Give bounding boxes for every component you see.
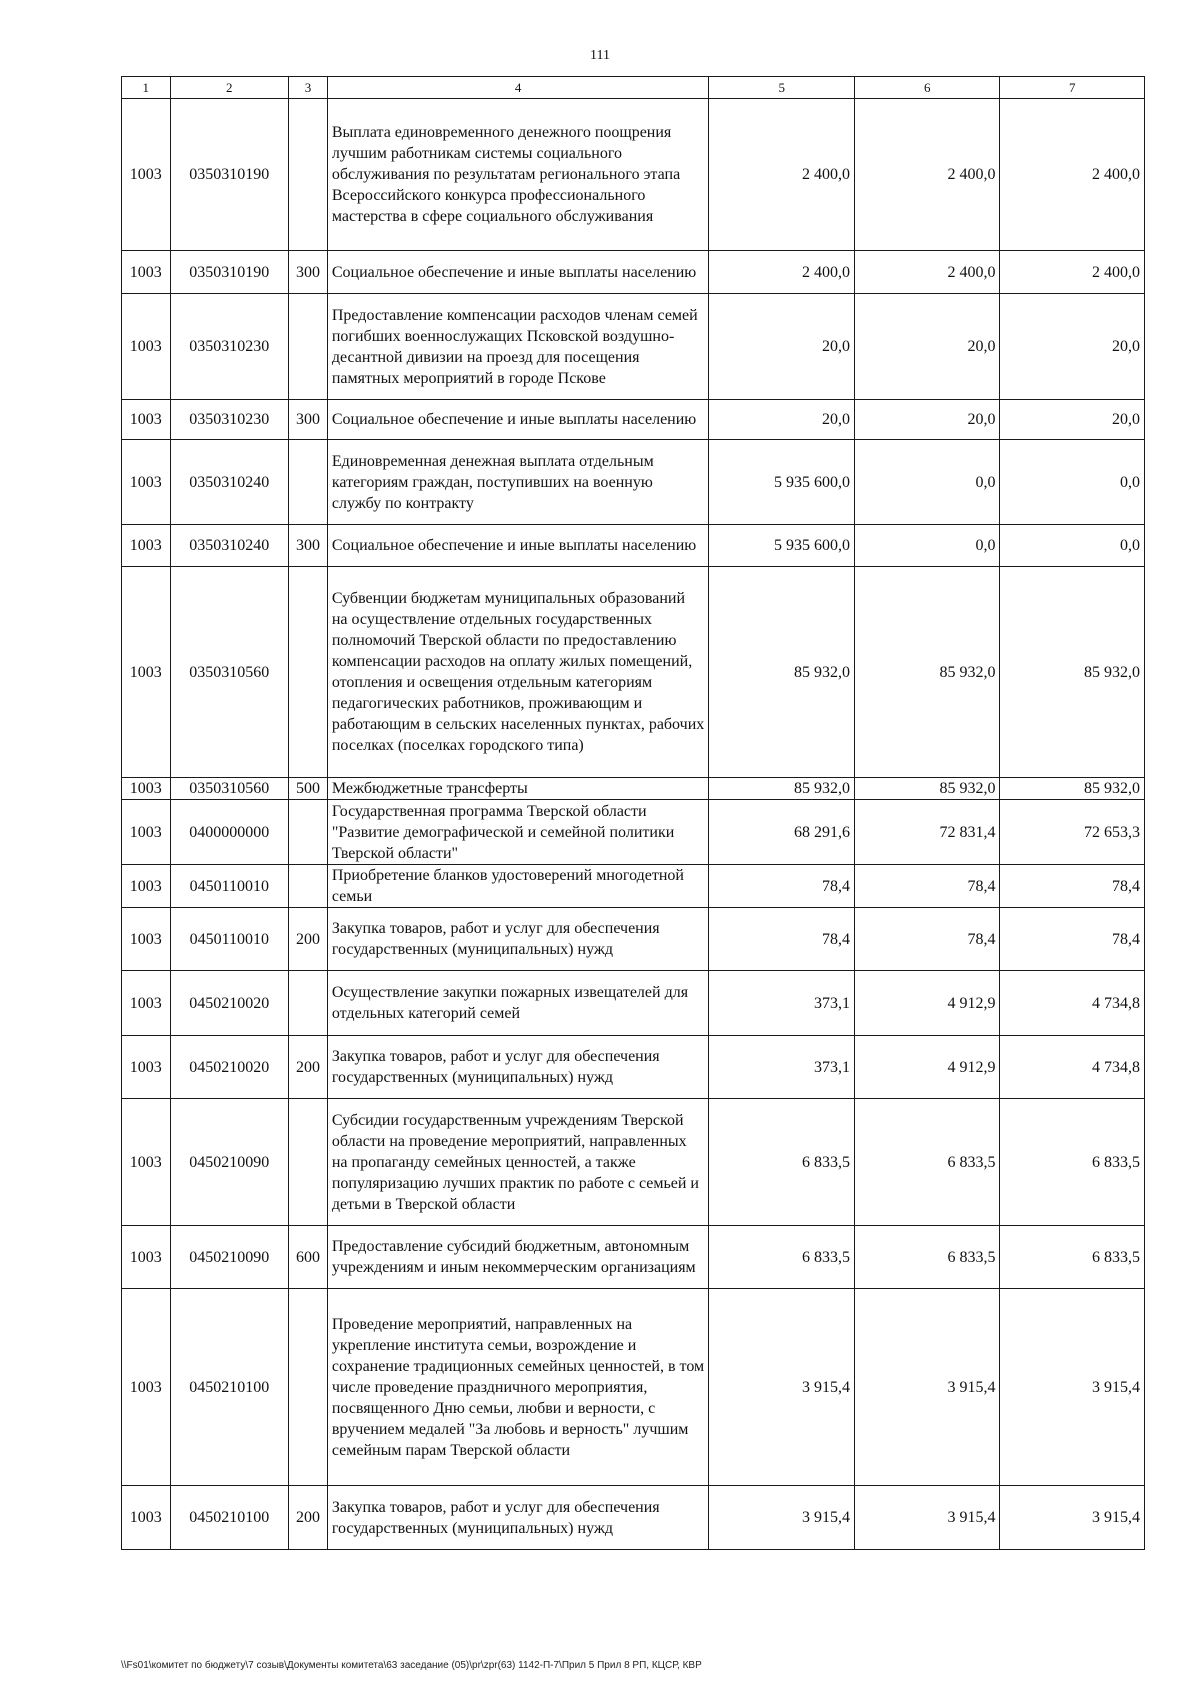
table-row — [122, 99, 1145, 251]
kvr-code-cell — [289, 1099, 328, 1226]
csr-code-cell: 0350310230 — [170, 294, 289, 400]
value-col7-cell: 6 833,5 — [1000, 1099, 1145, 1226]
header-cell: 6 — [854, 77, 1000, 99]
kvr-code-cell — [289, 865, 328, 908]
section-cell: 1003 — [122, 251, 171, 294]
csr-code-cell: 0350310230 — [170, 400, 289, 440]
csr-code-cell: 0450210090 — [170, 1226, 289, 1289]
item-name-cell: Государственная программа Тверской области "Развитие демографической и семейной политики Тверской области" — [327, 800, 709, 865]
table-row — [122, 908, 1145, 971]
value-col5-cell: 6 833,5 — [709, 1226, 855, 1289]
header-cell: 7 — [1000, 77, 1145, 99]
header-cell: 4 — [327, 77, 709, 99]
value-col6-cell: 72 831,4 — [854, 800, 1000, 865]
item-name-cell: Осуществление закупки пожарных извещателей для отдельных категорий семей — [327, 971, 709, 1036]
kvr-code-cell — [289, 440, 328, 525]
csr-code-cell: 0450210100 — [170, 1486, 289, 1550]
value-col7-cell: 0,0 — [1000, 525, 1145, 567]
value-col5-cell: 20,0 — [709, 400, 855, 440]
value-col7-cell: 2 400,0 — [1000, 251, 1145, 294]
value-col6-cell: 78,4 — [854, 908, 1000, 971]
item-name-cell: Выплата единовременного денежного поощрения лучшим работникам системы социального обслуживания по результатам регионального этапа Всероссийского конкурса профессионального мастерства в сфере социального обслуживания — [327, 99, 709, 251]
item-name-cell: Предоставление субсидий бюджетным, автономным учреждениям и иным некоммерческим организациям — [327, 1226, 709, 1289]
kvr-code-cell — [289, 567, 328, 778]
value-col6-cell: 6 833,5 — [854, 1226, 1000, 1289]
value-col7-cell: 20,0 — [1000, 400, 1145, 440]
budget-table — [121, 76, 1145, 1550]
section-cell: 1003 — [122, 440, 171, 525]
kvr-code-cell — [289, 99, 328, 251]
file-path-footer: \\Fs01\комитет по бюджету\7 созыв\Документы комитета\63 заседание (05)\pr\zpr(63) 1142-П-7\Прил 5 Прил 8 РП, КЦСР, КВР — [121, 1660, 702, 1671]
value-col7-cell: 78,4 — [1000, 908, 1145, 971]
value-col6-cell: 2 400,0 — [854, 99, 1000, 251]
kvr-code-cell: 600 — [289, 1226, 328, 1289]
csr-code-cell: 0450110010 — [170, 865, 289, 908]
value-col5-cell: 3 915,4 — [709, 1289, 855, 1486]
header-cell: 3 — [289, 77, 328, 99]
table-row — [122, 1099, 1145, 1226]
kvr-code-cell: 300 — [289, 251, 328, 294]
section-cell: 1003 — [122, 1486, 171, 1550]
csr-code-cell: 0350310240 — [170, 440, 289, 525]
value-col6-cell: 6 833,5 — [854, 1099, 1000, 1226]
header-cell: 2 — [170, 77, 289, 99]
value-col5-cell: 3 915,4 — [709, 1486, 855, 1550]
value-col7-cell: 0,0 — [1000, 440, 1145, 525]
csr-code-cell: 0400000000 — [170, 800, 289, 865]
kvr-code-cell: 200 — [289, 1486, 328, 1550]
value-col7-cell: 6 833,5 — [1000, 1226, 1145, 1289]
value-col6-cell: 85 932,0 — [854, 778, 1000, 800]
table-row — [122, 865, 1145, 908]
page-number: 111 — [590, 48, 610, 63]
value-col6-cell: 0,0 — [854, 440, 1000, 525]
section-cell: 1003 — [122, 525, 171, 567]
section-cell: 1003 — [122, 1289, 171, 1486]
csr-code-cell: 0450210020 — [170, 971, 289, 1036]
value-col5-cell: 2 400,0 — [709, 251, 855, 294]
value-col5-cell: 78,4 — [709, 865, 855, 908]
table-row — [122, 1226, 1145, 1289]
kvr-code-cell — [289, 294, 328, 400]
table-row — [122, 567, 1145, 778]
section-cell: 1003 — [122, 800, 171, 865]
value-col5-cell: 5 935 600,0 — [709, 525, 855, 567]
item-name-cell: Проведение мероприятий, направленных на укрепление института семьи, возрождение и сохранение традиционных семейных ценностей, в том числе проведение праздничного мероприятия, посвященного Дню семьи, любви и верности, с вручением медалей "За любовь и верность" лучшим семейным парам Тверской области — [327, 1289, 709, 1486]
table-row — [122, 971, 1145, 1036]
item-name-cell: Субсидии государственным учреждениям Тверской области на проведение мероприятий, направленных на пропаганду семейных ценностей, а также популяризацию лучших практик по работе с семьей и детьми в Тверской области — [327, 1099, 709, 1226]
value-col7-cell: 72 653,3 — [1000, 800, 1145, 865]
section-cell: 1003 — [122, 567, 171, 778]
value-col7-cell: 20,0 — [1000, 294, 1145, 400]
table-body — [122, 99, 1145, 1550]
item-name-cell: Закупка товаров, работ и услуг для обеспечения государственных (муниципальных) нужд — [327, 1036, 709, 1099]
section-cell: 1003 — [122, 1226, 171, 1289]
section-cell: 1003 — [122, 865, 171, 908]
kvr-code-cell — [289, 1289, 328, 1486]
item-name-cell: Субвенции бюджетам муниципальных образований на осуществление отдельных государственных полномочий Тверской области по предоставлению компенсации расходов на оплату жилых помещений, отопления и освещения отдельным категориям педагогических работников, проживающим и работающим в сельских населенных пунктах, рабочих поселках (поселках городского типа) — [327, 567, 709, 778]
value-col6-cell: 3 915,4 — [854, 1486, 1000, 1550]
item-name-cell: Приобретение бланков удостоверений многодетной семьи — [327, 865, 709, 908]
value-col7-cell: 3 915,4 — [1000, 1486, 1145, 1550]
value-col6-cell: 85 932,0 — [854, 567, 1000, 778]
item-name-cell: Единовременная денежная выплата отдельным категориям граждан, поступивших на военную службу по контракту — [327, 440, 709, 525]
section-cell: 1003 — [122, 99, 171, 251]
value-col6-cell: 20,0 — [854, 400, 1000, 440]
section-cell: 1003 — [122, 400, 171, 440]
section-cell: 1003 — [122, 1036, 171, 1099]
csr-code-cell: 0450210020 — [170, 1036, 289, 1099]
section-cell: 1003 — [122, 971, 171, 1036]
csr-code-cell: 0350310240 — [170, 525, 289, 567]
value-col6-cell: 20,0 — [854, 294, 1000, 400]
kvr-code-cell — [289, 971, 328, 1036]
value-col7-cell: 78,4 — [1000, 865, 1145, 908]
csr-code-cell: 0450210100 — [170, 1289, 289, 1486]
table-row — [122, 1289, 1145, 1486]
value-col5-cell: 85 932,0 — [709, 567, 855, 778]
value-col5-cell: 68 291,6 — [709, 800, 855, 865]
header-row — [122, 77, 1145, 99]
table-row — [122, 440, 1145, 525]
kvr-code-cell: 300 — [289, 400, 328, 440]
header-cell: 1 — [122, 77, 171, 99]
value-col7-cell: 4 734,8 — [1000, 971, 1145, 1036]
kvr-code-cell — [289, 800, 328, 865]
table-row — [122, 400, 1145, 440]
value-col5-cell: 85 932,0 — [709, 778, 855, 800]
csr-code-cell: 0350310560 — [170, 778, 289, 800]
kvr-code-cell: 300 — [289, 525, 328, 567]
value-col5-cell: 6 833,5 — [709, 1099, 855, 1226]
csr-code-cell: 0350310190 — [170, 99, 289, 251]
item-name-cell: Закупка товаров, работ и услуг для обеспечения государственных (муниципальных) нужд — [327, 1486, 709, 1550]
csr-code-cell: 0350310560 — [170, 567, 289, 778]
value-col6-cell: 2 400,0 — [854, 251, 1000, 294]
value-col5-cell: 2 400,0 — [709, 99, 855, 251]
item-name-cell: Закупка товаров, работ и услуг для обеспечения государственных (муниципальных) нужд — [327, 908, 709, 971]
value-col5-cell: 78,4 — [709, 908, 855, 971]
value-col6-cell: 4 912,9 — [854, 971, 1000, 1036]
table-row — [122, 1036, 1145, 1099]
kvr-code-cell: 200 — [289, 908, 328, 971]
table-row — [122, 1486, 1145, 1550]
section-cell: 1003 — [122, 908, 171, 971]
value-col6-cell: 3 915,4 — [854, 1289, 1000, 1486]
value-col6-cell: 0,0 — [854, 525, 1000, 567]
item-name-cell: Межбюджетные трансферты — [327, 778, 709, 800]
section-cell: 1003 — [122, 1099, 171, 1226]
table-header — [122, 77, 1145, 99]
table-row — [122, 251, 1145, 294]
item-name-cell: Социальное обеспечение и иные выплаты населению — [327, 525, 709, 567]
table-row — [122, 294, 1145, 400]
item-name-cell: Предоставление компенсации расходов членам семей погибших военнослужащих Псковской воздушно-десантной дивизии на проезд для посещения памятных мероприятий в городе Пскове — [327, 294, 709, 400]
value-col5-cell: 20,0 — [709, 294, 855, 400]
value-col5-cell: 5 935 600,0 — [709, 440, 855, 525]
value-col6-cell: 4 912,9 — [854, 1036, 1000, 1099]
item-name-cell: Социальное обеспечение и иные выплаты населению — [327, 400, 709, 440]
csr-code-cell: 0350310190 — [170, 251, 289, 294]
csr-code-cell: 0450210090 — [170, 1099, 289, 1226]
value-col5-cell: 373,1 — [709, 971, 855, 1036]
header-cell: 5 — [709, 77, 855, 99]
value-col6-cell: 78,4 — [854, 865, 1000, 908]
value-col7-cell: 2 400,0 — [1000, 99, 1145, 251]
value-col7-cell: 4 734,8 — [1000, 1036, 1145, 1099]
section-cell: 1003 — [122, 778, 171, 800]
table-row — [122, 778, 1145, 800]
table-row — [122, 800, 1145, 865]
value-col7-cell: 85 932,0 — [1000, 567, 1145, 778]
value-col5-cell: 373,1 — [709, 1036, 855, 1099]
value-col7-cell: 85 932,0 — [1000, 778, 1145, 800]
csr-code-cell: 0450110010 — [170, 908, 289, 971]
item-name-cell: Социальное обеспечение и иные выплаты населению — [327, 251, 709, 294]
value-col7-cell: 3 915,4 — [1000, 1289, 1145, 1486]
kvr-code-cell: 200 — [289, 1036, 328, 1099]
section-cell: 1003 — [122, 294, 171, 400]
kvr-code-cell: 500 — [289, 778, 328, 800]
table-row — [122, 525, 1145, 567]
